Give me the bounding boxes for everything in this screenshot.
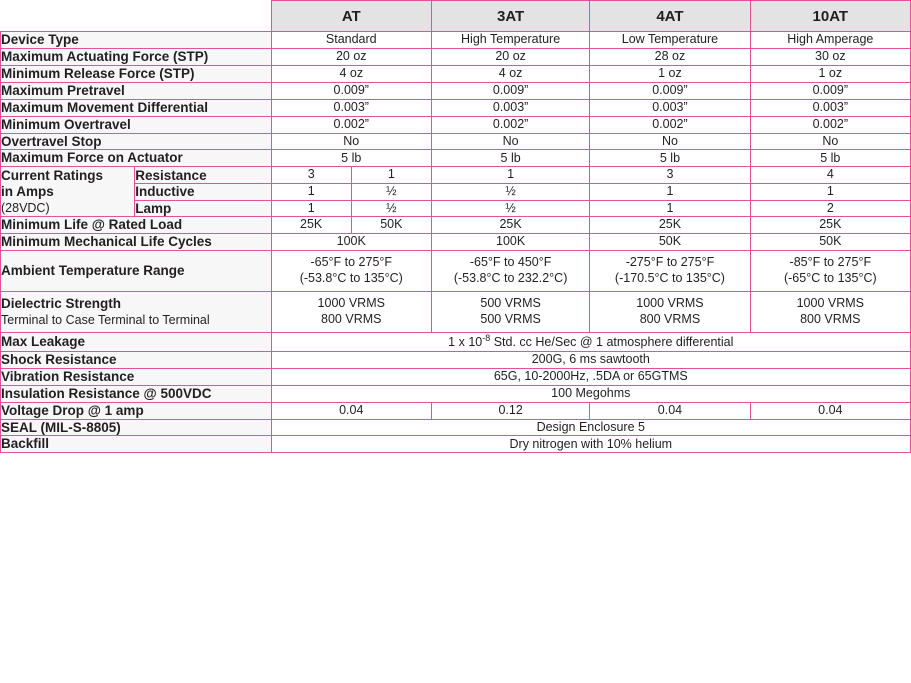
column-header-4at: 4AT bbox=[590, 1, 750, 32]
max-leakage-post: Std. cc He/Sec @ 1 atmosphere differential bbox=[490, 335, 734, 350]
cell-min-life-at-b: 50K bbox=[351, 217, 431, 234]
cell-device-type-10at: High Amperage bbox=[750, 32, 910, 49]
table-row bbox=[1, 116, 911, 133]
table-row bbox=[1, 32, 911, 49]
table-row bbox=[1, 419, 911, 436]
row-label-min-mechanical-life-cycles: Minimum Mechanical Life Cycles bbox=[1, 234, 272, 251]
row-label-current-ratings bbox=[1, 167, 135, 217]
cell-overtravel-stop-10at: No bbox=[750, 133, 910, 150]
table-row bbox=[1, 234, 911, 251]
cell-min-life-at-a: 25K bbox=[271, 217, 351, 234]
row-label-max-actuating-force: Maximum Actuating Force (STP) bbox=[1, 48, 272, 65]
ambient-temp-3at-c: (-53.8°C to 232.2°C) bbox=[453, 271, 568, 286]
cell-resistance-3at: 1 bbox=[431, 167, 589, 184]
cell-inductive-4at: 1 bbox=[590, 184, 750, 201]
cell-voltage-drop-3at: 0.12 bbox=[431, 402, 589, 419]
table-row bbox=[1, 167, 911, 184]
cell-resistance-10at: 4 bbox=[750, 167, 910, 184]
table-row bbox=[1, 150, 911, 167]
row-label-dielectric-strength bbox=[1, 292, 272, 333]
table-row bbox=[1, 333, 911, 352]
cell-voltage-drop-4at: 0.04 bbox=[590, 402, 750, 419]
cell-insulation-resistance-all: 100 Megohms bbox=[271, 385, 910, 402]
cell-max-pretravel-3at: 0.009” bbox=[431, 82, 589, 99]
table-row bbox=[1, 48, 911, 65]
row-label-voltage-drop: Voltage Drop @ 1 amp bbox=[1, 402, 272, 419]
sub-row-label-inductive: Inductive bbox=[135, 184, 271, 201]
table-row bbox=[1, 217, 911, 234]
sub-row-label-resistance: Resistance bbox=[135, 167, 271, 184]
row-label-backfill: Backfill bbox=[1, 436, 272, 453]
table-row bbox=[1, 251, 911, 292]
dielectric-at-line2: 800 VRMS bbox=[321, 312, 382, 327]
row-label-max-movement-differential: Maximum Movement Differential bbox=[1, 99, 272, 116]
dielectric-10at-line2: 800 VRMS bbox=[800, 312, 861, 327]
cell-device-type-at: Standard bbox=[271, 32, 431, 49]
ambient-temp-at-f: -65°F to 275°F bbox=[310, 255, 393, 270]
cell-min-release-force-4at: 1 oz bbox=[590, 65, 750, 82]
cell-vibration-resistance-all: 65G, 10-2000Hz, .5DA or 65GTMS bbox=[271, 368, 910, 385]
cell-max-movement-differential-4at: 0.003” bbox=[590, 99, 750, 116]
cell-lamp-3at: ½ bbox=[431, 200, 589, 217]
cell-min-overtravel-10at: 0.002” bbox=[750, 116, 910, 133]
ambient-temp-4at-f: -275°F to 275°F bbox=[625, 255, 715, 270]
cell-max-force-on-actuator-3at: 5 lb bbox=[431, 150, 589, 167]
current-ratings-line1: Current Ratings bbox=[1, 167, 104, 183]
header-empty-cell bbox=[1, 1, 272, 32]
cell-min-life-10at: 25K bbox=[750, 217, 910, 234]
cell-inductive-10at: 1 bbox=[750, 184, 910, 201]
cell-backfill-all: Dry nitrogen with 10% helium bbox=[271, 436, 910, 453]
cell-min-release-force-3at: 4 oz bbox=[431, 65, 589, 82]
cell-lamp-10at: 2 bbox=[750, 200, 910, 217]
cell-inductive-3at: ½ bbox=[431, 184, 589, 201]
table-row bbox=[1, 385, 911, 402]
row-label-insulation-resistance: Insulation Resistance @ 500VDC bbox=[1, 385, 272, 402]
cell-overtravel-stop-3at: No bbox=[431, 133, 589, 150]
current-ratings-line3: (28VDC) bbox=[1, 200, 50, 215]
row-label-max-leakage: Max Leakage bbox=[1, 333, 272, 352]
cell-mech-life-4at: 50K bbox=[590, 234, 750, 251]
cell-overtravel-stop-4at: No bbox=[590, 133, 750, 150]
table-row bbox=[1, 65, 911, 82]
cell-overtravel-stop-at: No bbox=[271, 133, 431, 150]
cell-lamp-at-a: 1 bbox=[271, 200, 351, 217]
row-label-max-pretravel: Maximum Pretravel bbox=[1, 82, 272, 99]
cell-max-pretravel-at: 0.009” bbox=[271, 82, 431, 99]
cell-max-force-on-actuator-at: 5 lb bbox=[271, 150, 431, 167]
cell-resistance-4at: 3 bbox=[590, 167, 750, 184]
row-label-max-force-on-actuator: Maximum Force on Actuator bbox=[1, 150, 272, 167]
cell-max-actuating-force-10at: 30 oz bbox=[750, 48, 910, 65]
table-header-row bbox=[1, 1, 911, 32]
cell-mech-life-3at: 100K bbox=[431, 234, 589, 251]
cell-inductive-at-a: 1 bbox=[271, 184, 351, 201]
cell-min-overtravel-4at: 0.002” bbox=[590, 116, 750, 133]
row-label-min-life-rated-load: Minimum Life @ Rated Load bbox=[1, 217, 272, 234]
cell-ambient-temp-10at bbox=[750, 251, 910, 292]
max-leakage-pre: 1 x 10 bbox=[448, 335, 483, 350]
dielectric-4at-line1: 1000 VRMS bbox=[636, 296, 704, 311]
row-label-shock-resistance: Shock Resistance bbox=[1, 351, 272, 368]
cell-mech-life-10at: 50K bbox=[750, 234, 910, 251]
sub-row-label-lamp: Lamp bbox=[135, 200, 271, 217]
cell-max-actuating-force-3at: 20 oz bbox=[431, 48, 589, 65]
dielectric-10at-line1: 1000 VRMS bbox=[796, 296, 865, 311]
dielectric-3at-line1: 500 VRMS bbox=[480, 296, 541, 311]
row-label-vibration-resistance: Vibration Resistance bbox=[1, 368, 272, 385]
cell-min-release-force-at: 4 oz bbox=[271, 65, 431, 82]
cell-shock-resistance-all: 200G, 6 ms sawtooth bbox=[271, 351, 910, 368]
table-row bbox=[1, 200, 911, 217]
cell-ambient-temp-at bbox=[271, 251, 431, 292]
cell-max-pretravel-4at: 0.009” bbox=[590, 82, 750, 99]
cell-max-pretravel-10at: 0.009” bbox=[750, 82, 910, 99]
dielectric-at-line1: 1000 VRMS bbox=[317, 296, 385, 311]
cell-dielectric-4at bbox=[590, 292, 750, 333]
cell-dielectric-at bbox=[271, 292, 431, 333]
cell-max-movement-differential-10at: 0.003” bbox=[750, 99, 910, 116]
dielectric-3at-line2: 500 VRMS bbox=[480, 312, 541, 327]
ambient-temp-at-c: (-53.8°C to 135°C) bbox=[299, 271, 403, 286]
column-header-10at: 10AT bbox=[750, 1, 910, 32]
table-row bbox=[1, 184, 911, 201]
cell-dielectric-3at bbox=[431, 292, 589, 333]
cell-max-leakage-all bbox=[271, 333, 910, 352]
current-ratings-line2: in Amps bbox=[1, 183, 54, 199]
row-label-ambient-temperature-range: Ambient Temperature Range bbox=[1, 251, 272, 292]
cell-resistance-at-a: 3 bbox=[271, 167, 351, 184]
ambient-temp-10at-f: -85°F to 275°F bbox=[789, 255, 872, 270]
cell-min-overtravel-at: 0.002” bbox=[271, 116, 431, 133]
cell-lamp-at-b: ½ bbox=[351, 200, 431, 217]
table-row bbox=[1, 402, 911, 419]
cell-min-life-3at: 25K bbox=[431, 217, 589, 234]
table-row bbox=[1, 351, 911, 368]
column-header-3at: 3AT bbox=[431, 1, 589, 32]
cell-max-movement-differential-3at: 0.003” bbox=[431, 99, 589, 116]
table-row bbox=[1, 292, 911, 333]
cell-max-actuating-force-at: 20 oz bbox=[271, 48, 431, 65]
cell-min-life-4at: 25K bbox=[590, 217, 750, 234]
dielectric-4at-line2: 800 VRMS bbox=[639, 312, 701, 327]
cell-max-actuating-force-4at: 28 oz bbox=[590, 48, 750, 65]
table-row bbox=[1, 436, 911, 453]
dielectric-strength-subtitle: Terminal to Case Terminal to Terminal bbox=[1, 313, 210, 328]
table-row bbox=[1, 133, 911, 150]
column-header-at: AT bbox=[271, 1, 431, 32]
cell-device-type-3at: High Temperature bbox=[431, 32, 589, 49]
row-label-seal: SEAL (MIL-S-8805) bbox=[1, 419, 272, 436]
cell-lamp-4at: 1 bbox=[590, 200, 750, 217]
cell-mech-life-at: 100K bbox=[271, 234, 431, 251]
cell-max-force-on-actuator-4at: 5 lb bbox=[590, 150, 750, 167]
cell-voltage-drop-at: 0.04 bbox=[271, 402, 431, 419]
cell-resistance-at-b: 1 bbox=[351, 167, 431, 184]
cell-seal-all: Design Enclosure 5 bbox=[271, 419, 910, 436]
cell-min-overtravel-3at: 0.002” bbox=[431, 116, 589, 133]
cell-max-force-on-actuator-10at: 5 lb bbox=[750, 150, 910, 167]
cell-voltage-drop-10at: 0.04 bbox=[750, 402, 910, 419]
cell-max-movement-differential-at: 0.003” bbox=[271, 99, 431, 116]
ambient-temp-3at-f: -65°F to 450°F bbox=[469, 255, 552, 270]
cell-ambient-temp-4at bbox=[590, 251, 750, 292]
ambient-temp-10at-c: (-65°C to 135°C) bbox=[783, 271, 877, 286]
max-leakage-exponent: -8 bbox=[482, 333, 491, 344]
row-label-min-overtravel: Minimum Overtravel bbox=[1, 116, 272, 133]
cell-min-release-force-10at: 1 oz bbox=[750, 65, 910, 82]
cell-ambient-temp-3at bbox=[431, 251, 589, 292]
cell-inductive-at-b: ½ bbox=[351, 184, 431, 201]
row-label-min-release-force: Minimum Release Force (STP) bbox=[1, 65, 272, 82]
row-label-device-type: Device Type bbox=[1, 32, 272, 49]
cell-dielectric-10at bbox=[750, 292, 910, 333]
table-row bbox=[1, 82, 911, 99]
row-label-overtravel-stop: Overtravel Stop bbox=[1, 133, 272, 150]
table-row bbox=[1, 99, 911, 116]
dielectric-strength-title: Dielectric Strength bbox=[1, 296, 122, 312]
table-row bbox=[1, 368, 911, 385]
ambient-temp-4at-c: (-170.5°C to 135°C) bbox=[614, 271, 725, 286]
cell-device-type-4at: Low Temperature bbox=[590, 32, 750, 49]
